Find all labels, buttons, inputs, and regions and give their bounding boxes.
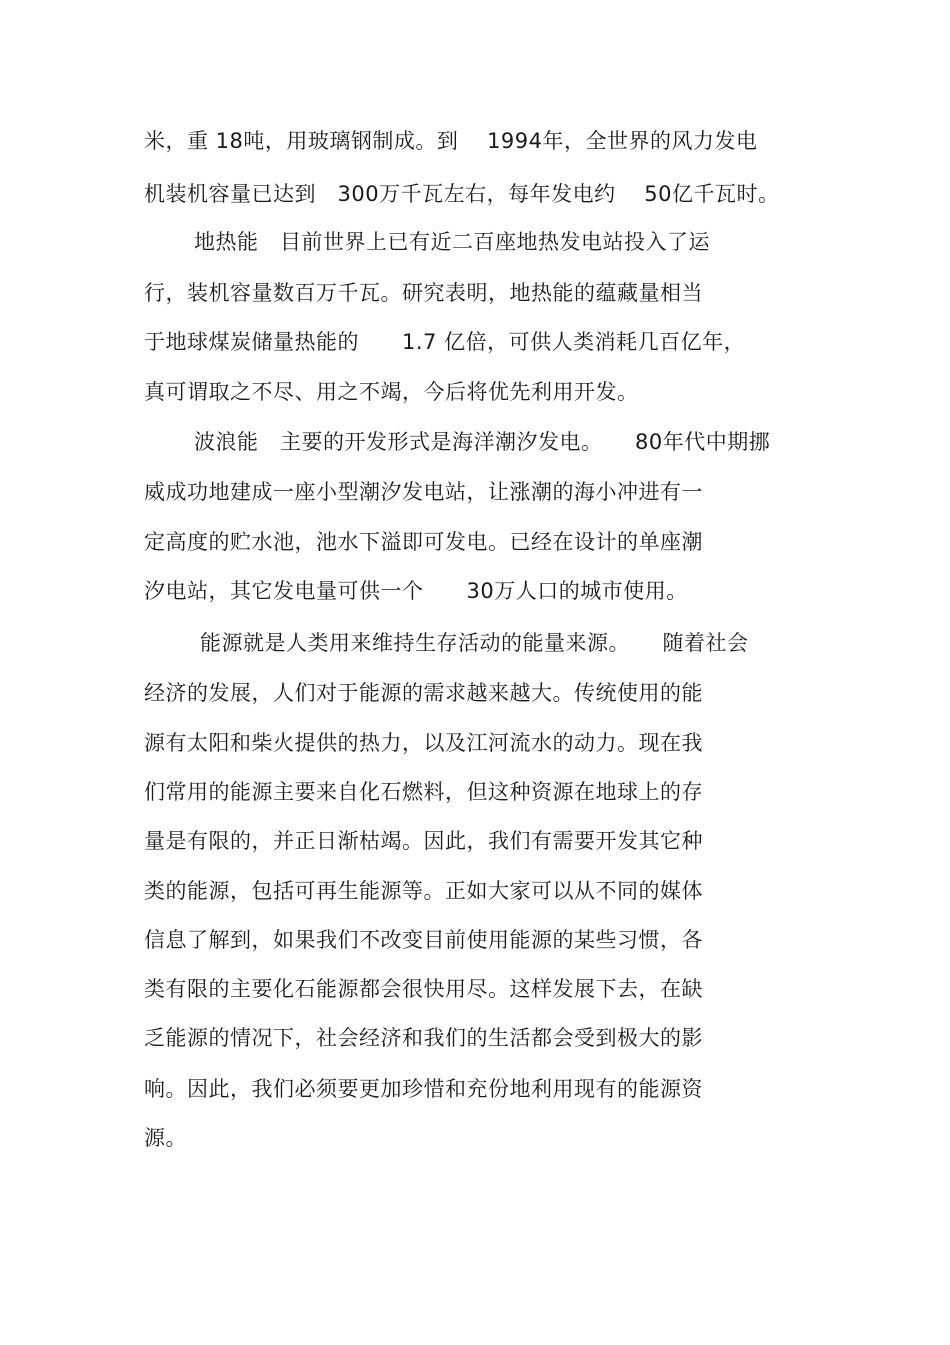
text-line: 响。因此，我们必须要更加珍惜和充份地利用现有的能源资 (144, 1077, 703, 1101)
text-line: 波浪能 主要的开发形式是海洋潮汐发电。 80年代中期挪 (194, 430, 771, 454)
text-line: 乏能源的情况下，社会经济和我们的生活都会受到极大的影 (144, 1026, 703, 1050)
text-line: 威成功地建成一座小型潮汐发电站，让涨潮的海小冲进有一 (144, 480, 703, 504)
text-line: 类有限的主要化石能源都会很快用尽。这样发展下去，在缺 (144, 977, 703, 1001)
text-line: 地热能 目前世界上已有近二百座地热发电站投入了运 (194, 230, 710, 254)
text-line: 能源就是人类用来维持生存活动的能量来源。 随着社会 (200, 631, 749, 655)
text-line: 类的能源，包括可再生能源等。正如大家可以从不同的媒体 (144, 879, 703, 903)
text-line: 汐电站，其它发电量可供一个 30万人口的城市使用。 (144, 579, 688, 603)
text-line: 于地球煤炭储量热能的 1.7 亿倍，可供人类消耗几百亿年， (144, 330, 746, 354)
text-line: 真可谓取之不尽、用之不竭，今后将优先利用开发。 (144, 380, 639, 404)
text-line: 们常用的能源主要来自化石燃料，但这种资源在地球上的存 (144, 780, 703, 804)
text-line: 源有太阳和柴火提供的热力，以及江河流水的动力。现在我 (144, 731, 703, 755)
text-line: 米，重 18吨，用玻璃钢制成。到 1994年，全世界的风力发电 (144, 129, 758, 153)
text-line: 定高度的贮水池，池水下溢即可发电。已经在设计的单座潮 (144, 530, 703, 554)
text-line: 机装机容量已达到 300万千瓦左右，每年发电约 50亿千瓦时。 (144, 182, 780, 206)
text-line: 行，装机容量数百万千瓦。研究表明，地热能的蕴藏量相当 (144, 281, 703, 305)
text-line: 量是有限的，并正日渐枯竭。因此，我们有需要开发其它种 (144, 829, 703, 853)
text-line: 经济的发展，人们对于能源的需求越来越大。传统使用的能 (144, 681, 703, 705)
text-line: 信息了解到，如果我们不改变目前使用能源的某些习惯，各 (144, 928, 703, 952)
text-line: 源。 (144, 1126, 187, 1150)
